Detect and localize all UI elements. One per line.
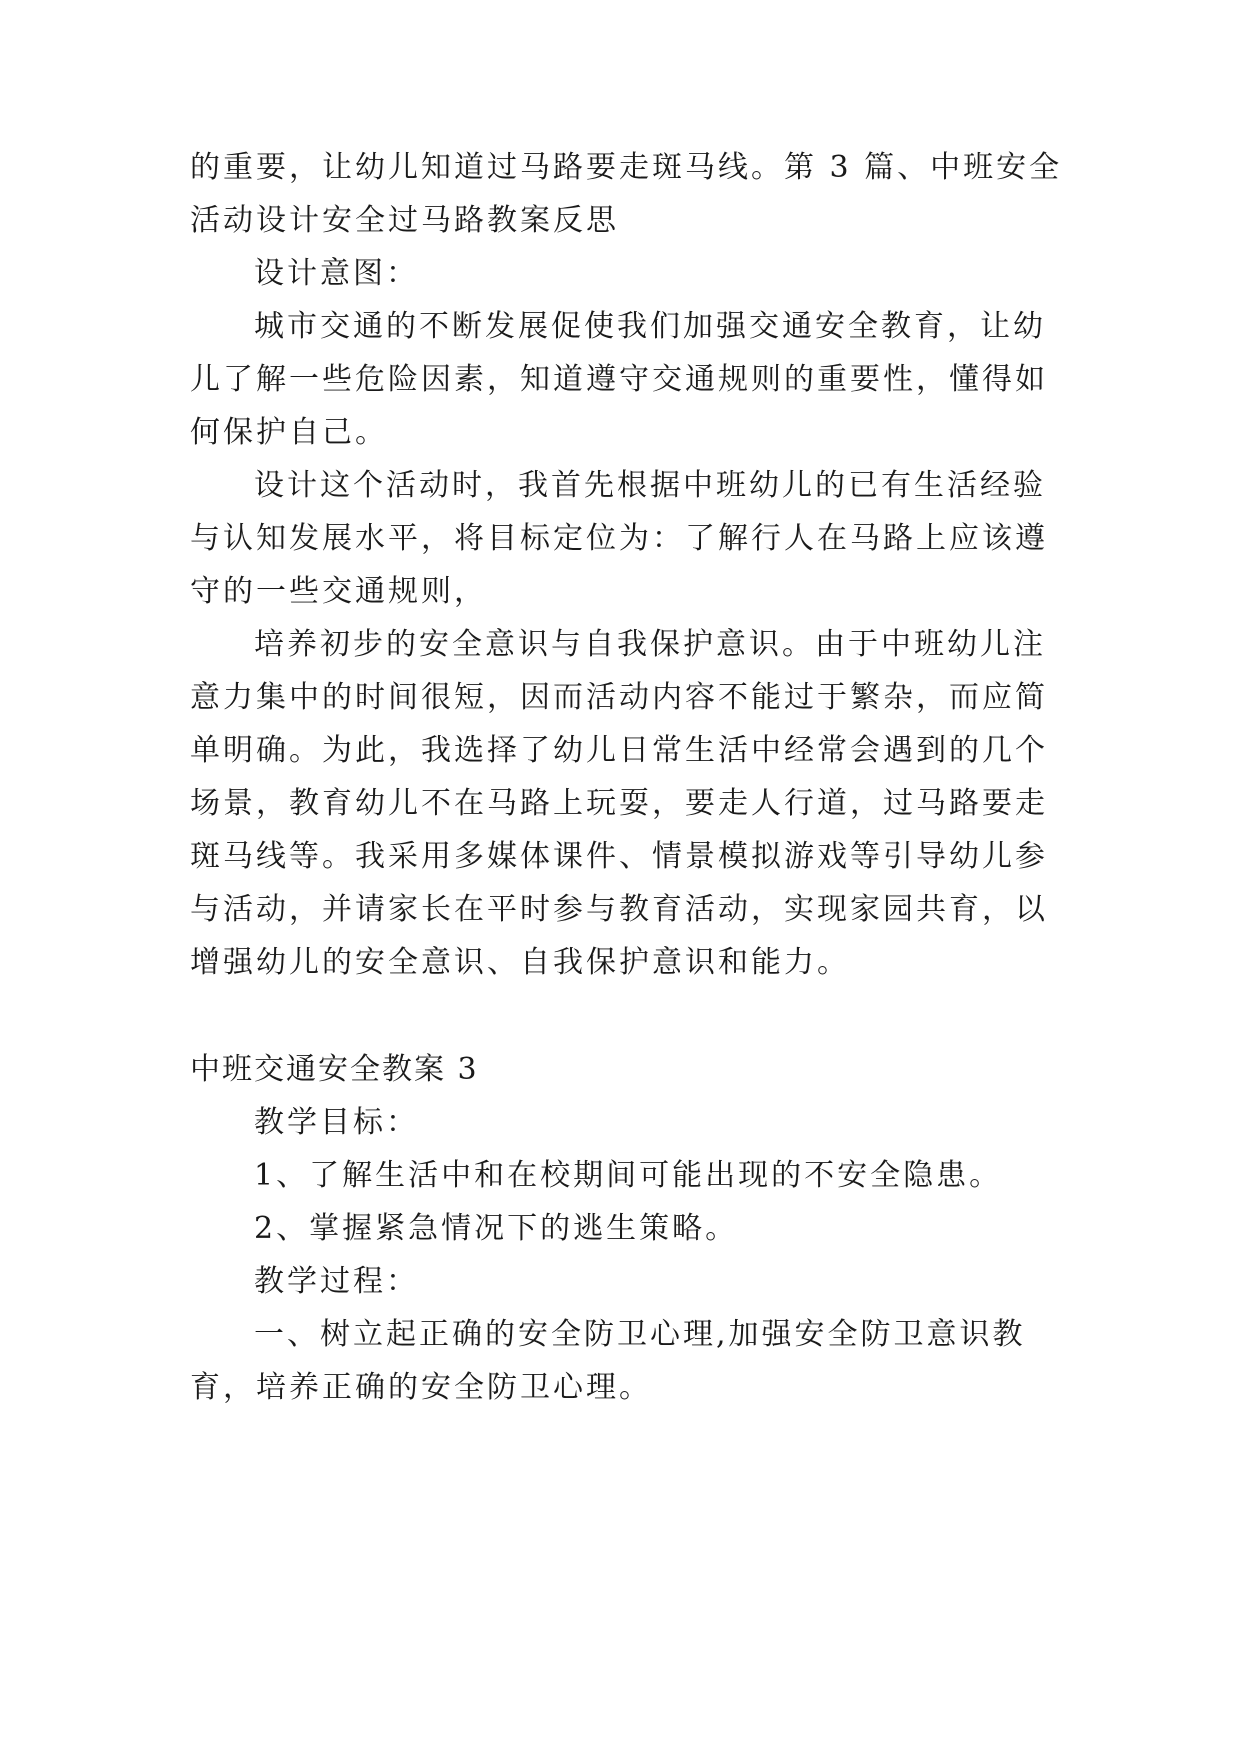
section-label: 教学目标： bbox=[254, 1105, 419, 1140]
section-heading: 中班交通安全教案 3 bbox=[190, 1052, 479, 1087]
text-line: 育，培养正确的安全防卫心理。 bbox=[190, 1370, 652, 1405]
list-item: 1、了解生活中和在校期间可能出现的不安全隐患。 bbox=[254, 1158, 1003, 1193]
text-line: 增强幼儿的安全意识、自我保护意识和能力。 bbox=[190, 945, 850, 980]
text-line: 场景，教育幼儿不在马路上玩耍，要走人行道，过马路要走 bbox=[190, 786, 1048, 821]
list-item: 2、掌握紧急情况下的逃生策略。 bbox=[254, 1211, 739, 1246]
text-line: 意力集中的时间很短，因而活动内容不能过于繁杂，而应简 bbox=[190, 680, 1048, 715]
text-line: 培养初步的安全意识与自我保护意识。由于中班幼儿注 bbox=[254, 627, 1046, 662]
text-line: 城市交通的不断发展促使我们加强交通安全教育，让幼 bbox=[254, 309, 1046, 344]
text-line: 何保护自己。 bbox=[190, 415, 388, 450]
text-line: 守的一些交通规则， bbox=[190, 574, 487, 609]
text-line: 儿了解一些危险因素，知道遵守交通规则的重要性，懂得如 bbox=[190, 362, 1048, 397]
text-line: 活动设计安全过马路教案反思 bbox=[190, 203, 619, 238]
section-label: 教学过程： bbox=[254, 1264, 419, 1299]
text-line: 与认知发展水平，将目标定位为：了解行人在马路上应该遵 bbox=[190, 521, 1048, 556]
text-line: 的重要，让幼儿知道过马路要走斑马线。第 3 篇、中班安全 bbox=[190, 150, 1063, 185]
section-label: 设计意图： bbox=[254, 256, 419, 291]
text-line: 一、树立起正确的安全防卫心理,加强安全防卫意识教 bbox=[254, 1317, 1026, 1352]
text-line: 与活动，并请家长在平时参与教育活动，实现家园共育，以 bbox=[190, 892, 1048, 927]
text-line: 斑马线等。我采用多媒体课件、情景模拟游戏等引导幼儿参 bbox=[190, 839, 1048, 874]
text-line: 单明确。为此，我选择了幼儿日常生活中经常会遇到的几个 bbox=[190, 733, 1048, 768]
text-line: 设计这个活动时，我首先根据中班幼儿的已有生活经验 bbox=[254, 468, 1046, 503]
